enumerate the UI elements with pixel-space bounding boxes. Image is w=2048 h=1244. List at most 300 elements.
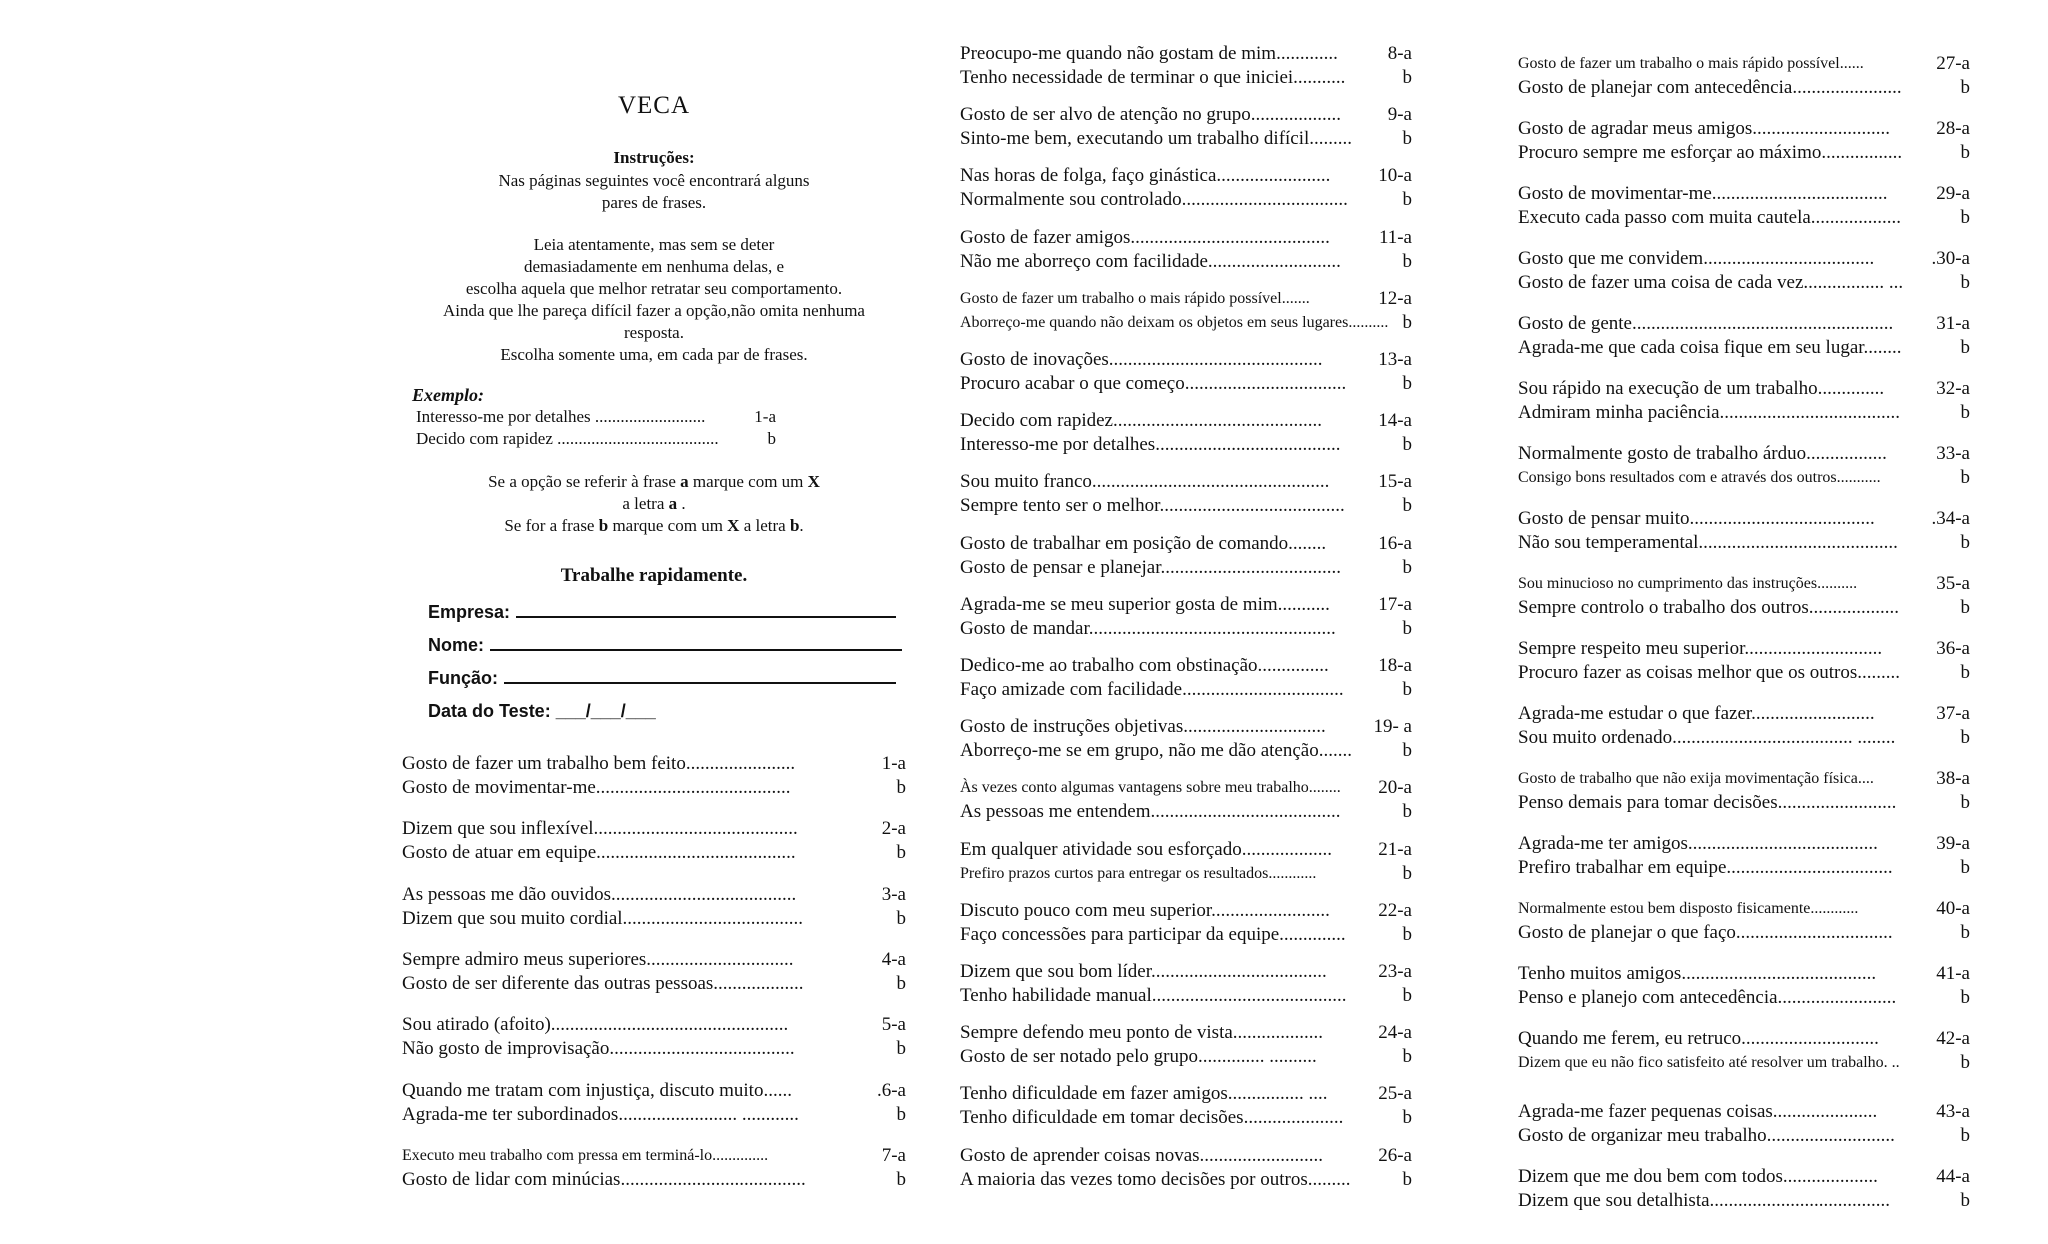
option-key[interactable]: 22-a (1378, 899, 1412, 921)
option-text: Dedico-me ao trabalho com obstinação............... (960, 655, 1329, 676)
option-b[interactable] (402, 907, 906, 931)
option-text: Admiram minha paciência...................................... (1518, 402, 1901, 423)
option-key[interactable]: b (896, 972, 906, 994)
option-key[interactable]: 38-a (1936, 768, 1970, 789)
option-a[interactable] (1518, 962, 1970, 986)
option-text: Sempre respeito meu superior............................. (1518, 638, 1883, 659)
mark-text: a letra (622, 494, 669, 513)
option-key[interactable]: b (1960, 337, 1970, 358)
option-b[interactable] (960, 984, 1412, 1008)
option-b[interactable] (960, 678, 1412, 702)
question-pair (1518, 1027, 1970, 1075)
option-b[interactable] (402, 1037, 906, 1061)
option-text: Sou muito ordenado...................................... ........ (1518, 727, 1896, 748)
option-text: Sempre controlo o trabalho dos outros................... (1518, 597, 1900, 618)
option-text: Gosto de aprender coisas novas.......................... (960, 1144, 1324, 1166)
option-key[interactable]: 25-a (1378, 1083, 1412, 1105)
option-text: Dizem que me dou bem com todos.................... (1518, 1166, 1878, 1187)
example-a-text: Interesso-me por detalhes .......................... (416, 407, 706, 426)
option-a[interactable] (960, 838, 1412, 862)
empresa-line[interactable] (516, 602, 896, 618)
option-key[interactable]: 23-a (1378, 961, 1412, 982)
option-b[interactable] (960, 311, 1412, 335)
question-pair (1518, 247, 1970, 295)
option-key[interactable]: 9-a (1387, 104, 1412, 126)
option-text: Dizem que sou bom líder..................................... (960, 961, 1327, 982)
option-text: Faço concessões para participar da equipe.............. (960, 923, 1346, 945)
option-a[interactable] (960, 470, 1412, 494)
option-b[interactable] (1518, 206, 1970, 230)
option-a[interactable] (1518, 377, 1970, 401)
option-key[interactable]: 35-a (1936, 573, 1970, 594)
option-b[interactable] (960, 923, 1412, 947)
option-key[interactable]: b (1402, 923, 1412, 945)
option-key[interactable]: b (1402, 128, 1412, 150)
option-b[interactable] (1518, 1189, 1970, 1213)
question-pair (1518, 312, 1970, 360)
empresa-field[interactable] (428, 602, 896, 623)
option-key[interactable]: 31-a (1936, 313, 1970, 334)
option-b[interactable] (1518, 661, 1970, 685)
option-text: Gosto de planejar o que faço................................. (1518, 922, 1893, 943)
question-pair (1518, 832, 1970, 880)
option-text: Gosto de fazer amigos.......................................... (960, 226, 1330, 248)
mark-letter: a (680, 472, 689, 491)
option-key[interactable]: b (1960, 1190, 1970, 1211)
option-a[interactable] (402, 752, 906, 776)
option-b[interactable] (960, 617, 1412, 641)
question-pair (402, 1013, 906, 1061)
option-a[interactable] (1518, 247, 1970, 271)
option-a[interactable] (960, 593, 1412, 617)
question-pair (1518, 572, 1970, 620)
option-a[interactable] (960, 899, 1412, 923)
option-a[interactable] (960, 960, 1412, 984)
option-key[interactable]: b (1402, 1046, 1412, 1068)
option-key[interactable]: 44-a (1936, 1166, 1970, 1187)
option-key[interactable]: 18-a (1378, 655, 1412, 676)
option-key[interactable]: b (1960, 1052, 1970, 1073)
question-pair (960, 960, 1412, 1008)
funcao-field[interactable] (428, 668, 896, 689)
option-key[interactable]: b (1960, 402, 1970, 423)
option-a[interactable] (1518, 52, 1970, 76)
option-key[interactable]: 40-a (1936, 898, 1970, 919)
option-a[interactable] (1518, 117, 1970, 141)
option-text: Gosto de ser alvo de atenção no grupo................... (960, 104, 1341, 126)
option-b[interactable] (960, 372, 1412, 396)
option-text: Agrada-me que cada coisa fique em seu lugar........ (1518, 337, 1902, 358)
option-b[interactable] (1518, 596, 1970, 620)
option-a[interactable] (960, 287, 1412, 311)
option-text: Gosto de ser notado pelo grupo.............. .......... (960, 1046, 1317, 1068)
option-text: Sempre tento ser o melhor....................................... (960, 495, 1345, 517)
option-text: Normalmente sou controlado................................... (960, 189, 1348, 211)
option-b[interactable] (402, 776, 906, 800)
option-a[interactable] (960, 1021, 1412, 1045)
option-a[interactable] (960, 226, 1412, 250)
option-b[interactable] (1518, 76, 1970, 100)
option-key[interactable]: b (1960, 77, 1970, 98)
option-key[interactable]: 8-a (1387, 43, 1412, 64)
option-b[interactable] (960, 1106, 1412, 1130)
option-a[interactable] (960, 1082, 1412, 1106)
option-key[interactable]: 4-a (881, 948, 906, 970)
instructions-line: escolha aquela que melhor retratar seu comportamento. (465, 279, 843, 298)
option-text: Não gosto de improvisação....................................... (402, 1038, 795, 1060)
mark-text: marque com um (688, 472, 808, 491)
option-key[interactable]: 42-a (1936, 1028, 1970, 1049)
option-text: Sempre defendo meu ponto de vista................... (960, 1022, 1324, 1044)
option-text: Penso e planejo com antecedência......................... (1518, 987, 1897, 1008)
option-a[interactable] (1518, 572, 1970, 596)
option-text: Agrada-me ter amigos........................................ (1518, 833, 1878, 854)
option-a[interactable] (402, 817, 906, 841)
option-a[interactable] (1518, 832, 1970, 856)
option-text: Discuto pouco com meu superior......................... (960, 899, 1330, 921)
question-pair (960, 348, 1412, 396)
option-b[interactable] (960, 433, 1412, 457)
question-pair (960, 838, 1412, 886)
question-pair (1518, 52, 1970, 100)
option-text: Gosto de movimentar-me......................................... (402, 777, 791, 798)
option-text: Procuro acabar o que começo.................................. (960, 373, 1347, 394)
question-pair (1518, 702, 1970, 750)
option-key[interactable]: b (896, 1168, 906, 1190)
option-b[interactable] (1518, 726, 1970, 750)
option-a[interactable] (402, 1079, 906, 1103)
option-b[interactable] (1518, 141, 1970, 165)
instructions-line: Nas páginas seguintes você encontrará alguns (498, 171, 810, 190)
option-key[interactable]: b (1402, 801, 1412, 823)
option-a[interactable] (960, 654, 1412, 678)
option-key[interactable]: 43-a (1936, 1101, 1970, 1122)
option-key[interactable]: b (1402, 434, 1412, 456)
option-key[interactable]: 14-a (1378, 410, 1412, 432)
option-a[interactable] (960, 409, 1412, 433)
option-key[interactable]: 5-a (881, 1014, 906, 1036)
option-b[interactable] (1518, 336, 1970, 360)
option-b[interactable] (960, 1045, 1412, 1069)
option-a[interactable] (1518, 1027, 1970, 1051)
question-pair (960, 1082, 1412, 1130)
option-key[interactable]: 24-a (1378, 1022, 1412, 1044)
option-a[interactable] (960, 776, 1412, 800)
test-title: VECA (617, 92, 691, 119)
option-key[interactable]: b (1402, 617, 1412, 639)
option-b[interactable] (960, 127, 1412, 151)
option-a[interactable] (402, 1144, 906, 1168)
option-text: Gosto de planejar com antecedência....................... (1518, 77, 1902, 98)
option-text: Faço amizade com facilidade.................................. (960, 679, 1344, 700)
option-key[interactable]: 37-a (1936, 703, 1970, 724)
option-b[interactable] (402, 972, 906, 996)
option-key[interactable]: b (1960, 207, 1970, 228)
question-pair (1518, 767, 1970, 815)
option-b[interactable] (960, 188, 1412, 212)
question-pair (960, 593, 1412, 641)
question-pair (402, 1144, 906, 1192)
option-key[interactable]: b (1960, 662, 1970, 683)
option-b[interactable] (402, 1168, 906, 1192)
option-key[interactable]: b (1402, 495, 1412, 517)
option-b[interactable] (1518, 791, 1970, 815)
instructions-line: demasiadamente em nenhuma delas, e (523, 257, 785, 276)
option-text: Executo meu trabalho com pressa em terminá-lo.............. (402, 1146, 769, 1164)
option-text: Tenho dificuldade em tomar decisões..................... (960, 1107, 1344, 1129)
option-key[interactable]: 13-a (1378, 349, 1412, 370)
option-text: Gosto de lidar com minúcias....................................... (402, 1168, 806, 1190)
option-key[interactable]: 17-a (1378, 593, 1412, 615)
option-a[interactable] (960, 348, 1412, 372)
option-b[interactable] (960, 250, 1412, 274)
option-text: Interesso-me por detalhes....................................... (960, 434, 1341, 456)
option-key[interactable]: .30-a (1931, 248, 1970, 269)
question-pair (960, 1144, 1412, 1192)
question-pair (960, 532, 1412, 580)
instructions-text-1 (402, 170, 906, 214)
option-key[interactable]: b (1960, 987, 1970, 1008)
option-a[interactable] (1518, 897, 1970, 921)
option-b[interactable] (1518, 1051, 1970, 1075)
option-text: Sinto-me bem, executando um trabalho difícil......... (960, 128, 1353, 150)
option-key[interactable]: b (1960, 857, 1970, 878)
option-a[interactable] (1518, 637, 1970, 661)
option-a[interactable] (960, 42, 1412, 66)
mark-x: X (727, 516, 740, 535)
option-text: Gosto de fazer um trabalho bem feito....................... (402, 753, 796, 774)
option-a[interactable] (960, 715, 1412, 739)
example-row-a (416, 407, 776, 429)
option-key[interactable]: 19- a (1373, 716, 1412, 738)
option-text: Nas horas de folga, faço ginástica........................ (960, 165, 1331, 187)
mark-line-1 (402, 471, 906, 493)
option-key[interactable]: 10-a (1378, 165, 1412, 187)
option-b[interactable] (1518, 466, 1970, 490)
option-key[interactable]: 2-a (881, 818, 906, 840)
option-b[interactable] (1518, 531, 1970, 555)
example-b-text: Decido com rapidez ...................................... (416, 429, 719, 448)
option-text: Gosto de pensar muito....................................... (1518, 508, 1875, 529)
funcao-label: Função: (428, 668, 498, 688)
mark-letter: b (598, 516, 609, 535)
instructions-line: resposta. (624, 323, 684, 342)
option-b[interactable] (1518, 271, 1970, 295)
question-pair (960, 287, 1412, 335)
option-key[interactable]: b (1402, 679, 1412, 700)
question-pair (1518, 897, 1970, 945)
option-a[interactable] (1518, 1165, 1970, 1189)
option-b[interactable] (960, 66, 1412, 90)
option-a[interactable] (402, 1013, 906, 1037)
option-key[interactable]: 33-a (1936, 443, 1970, 464)
instructions-heading: Instruções: (613, 148, 695, 167)
option-a[interactable] (1518, 702, 1970, 726)
option-a[interactable] (1518, 442, 1970, 466)
question-pair (402, 948, 906, 996)
option-b[interactable] (402, 1103, 906, 1127)
option-key[interactable]: 12-a (1378, 287, 1412, 309)
option-key[interactable]: b (896, 1038, 906, 1060)
option-b[interactable] (1518, 921, 1970, 945)
option-key[interactable]: b (1402, 67, 1412, 88)
option-text: Prefiro trabalhar em equipe................................... (1518, 857, 1893, 878)
option-b[interactable] (960, 800, 1412, 824)
option-text: Dizem que sou inflexível........................................... (402, 818, 798, 840)
option-b[interactable] (402, 841, 906, 865)
option-key[interactable]: 3-a (881, 883, 906, 905)
option-b[interactable] (960, 556, 1412, 580)
question-pair (960, 776, 1412, 824)
option-key[interactable]: b (1960, 467, 1970, 488)
question-pair (960, 715, 1412, 763)
funcao-line[interactable] (504, 668, 896, 684)
option-key[interactable]: b (1402, 373, 1412, 394)
option-b[interactable] (960, 862, 1412, 886)
option-key[interactable]: b (1402, 556, 1412, 578)
option-key[interactable]: b (1402, 189, 1412, 211)
option-key[interactable]: b (1402, 862, 1412, 884)
option-key[interactable]: 36-a (1936, 638, 1970, 659)
nome-field[interactable] (428, 635, 902, 656)
option-key[interactable]: b (896, 1103, 906, 1125)
option-key[interactable]: b (1960, 532, 1970, 553)
option-key[interactable]: 26-a (1378, 1144, 1412, 1166)
option-text: Normalmente gosto de trabalho árduo................. (1518, 443, 1887, 464)
question-pair (960, 470, 1412, 518)
option-key[interactable]: b (1402, 311, 1412, 333)
option-a[interactable] (960, 532, 1412, 556)
option-text: Gosto de trabalhar em posição de comando........ (960, 532, 1327, 554)
option-b[interactable] (1518, 401, 1970, 425)
question-pair (402, 817, 906, 865)
option-key[interactable]: 32-a (1936, 378, 1970, 399)
option-text: Aborreço-me quando não deixam os objetos em seus lugares.......... (960, 313, 1389, 331)
question-pair (1518, 1165, 1970, 1213)
option-key[interactable]: b (1960, 142, 1970, 163)
option-text: Gosto de ser diferente das outras pessoas................... (402, 972, 804, 994)
option-text: Gosto de organizar meu trabalho........................... (1518, 1125, 1895, 1146)
option-b[interactable] (960, 739, 1412, 763)
example-row-b (416, 429, 776, 451)
option-text: Normalmente estou bem disposto fisicamente............ (1518, 900, 1859, 917)
option-key[interactable]: b (1402, 1107, 1412, 1129)
option-key[interactable]: .6-a (876, 1079, 906, 1101)
option-key[interactable]: b (1402, 250, 1412, 272)
option-key[interactable]: b (1402, 985, 1412, 1006)
option-key[interactable]: b (1960, 272, 1970, 293)
option-key[interactable]: 15-a (1378, 471, 1412, 493)
instructions-line: Leia atentamente, mas sem se deter (533, 235, 775, 254)
data-field[interactable] (428, 701, 656, 722)
option-key[interactable]: b (1402, 1168, 1412, 1190)
option-text: Não me aborreço com facilidade............................ (960, 250, 1341, 272)
option-b[interactable] (1518, 986, 1970, 1010)
option-text: A maioria das vezes tomo decisões por outros......... (960, 1168, 1351, 1190)
option-key[interactable]: b (1402, 740, 1412, 762)
option-a[interactable] (1518, 1100, 1970, 1124)
option-text: Em qualquer atividade sou esforçado................... (960, 838, 1332, 860)
mark-text: Se a opção se referir à frase (488, 472, 681, 491)
option-a[interactable] (1518, 767, 1970, 791)
option-text: Agrada-me fazer pequenas coisas...................... (1518, 1101, 1878, 1122)
option-text: Prefiro prazos curtos para entregar os resultados............ (960, 864, 1317, 882)
nome-line[interactable] (490, 635, 902, 651)
option-key[interactable]: b (1960, 597, 1970, 618)
option-text: Gosto que me convidem.................................... (1518, 248, 1875, 269)
option-text: Tenho dificuldade em fazer amigos................ .... (960, 1083, 1328, 1105)
option-text: Gosto de gente....................................................... (1518, 313, 1894, 334)
question-pair (402, 1079, 906, 1127)
option-a[interactable] (1518, 182, 1970, 206)
option-key[interactable]: 20-a (1378, 777, 1412, 799)
option-key[interactable]: b (1960, 792, 1970, 813)
option-text: Sou rápido na execução de um trabalho.............. (1518, 378, 1885, 399)
option-key[interactable]: b (896, 842, 906, 864)
question-pair (960, 42, 1412, 90)
mark-text: a letra (739, 516, 790, 535)
option-text: Decido com rapidez............................................ (960, 410, 1322, 432)
option-key[interactable]: 39-a (1936, 833, 1970, 854)
option-key[interactable]: b (896, 907, 906, 929)
option-key[interactable]: 29-a (1936, 183, 1970, 204)
option-text: Sou minucioso no cumprimento das instruções.......... (1518, 575, 1858, 592)
option-text: Gosto de movimentar-me..................................... (1518, 183, 1888, 204)
question-pair (960, 899, 1412, 947)
question-pair (1518, 507, 1970, 555)
option-key[interactable]: .34-a (1931, 508, 1970, 529)
option-key[interactable]: 1-a (881, 753, 906, 774)
question-pair (1518, 1100, 1970, 1148)
question-pair (1518, 117, 1970, 165)
option-key[interactable]: 11-a (1378, 226, 1412, 248)
option-key[interactable]: 21-a (1378, 838, 1412, 860)
option-text: Sempre admiro meus superiores............................... (402, 948, 794, 970)
option-text: Gosto de mandar.................................................... (960, 617, 1336, 639)
option-key[interactable]: b (1960, 727, 1970, 748)
option-key[interactable]: 41-a (1936, 963, 1970, 984)
option-a[interactable] (960, 103, 1412, 127)
option-key[interactable]: 16-a (1378, 532, 1412, 554)
option-text: Tenho necessidade de terminar o que iniciei........... (960, 67, 1346, 88)
option-key[interactable]: 27-a (1936, 53, 1970, 74)
option-text: Gosto de atuar em equipe.......................................... (402, 842, 796, 864)
option-text: Quando me tratam com injustiça, discuto muito...... (402, 1079, 792, 1101)
option-a[interactable] (402, 948, 906, 972)
option-text: Consigo bons resultados com e através dos outros........... (1518, 469, 1881, 486)
option-a[interactable] (1518, 312, 1970, 336)
option-b[interactable] (960, 494, 1412, 518)
option-text: Agrada-me estudar o que fazer.......................... (1518, 703, 1875, 724)
option-key[interactable]: 28-a (1936, 118, 1970, 139)
option-b[interactable] (1518, 1124, 1970, 1148)
option-a[interactable] (402, 883, 906, 907)
example-title: Exemplo: (412, 385, 484, 405)
option-a[interactable] (960, 1144, 1412, 1168)
option-b[interactable] (1518, 856, 1970, 880)
option-key[interactable]: b (896, 777, 906, 798)
option-key[interactable]: b (1960, 1125, 1970, 1146)
question-pair (960, 654, 1412, 702)
option-a[interactable] (960, 164, 1412, 188)
option-key[interactable]: b (1960, 922, 1970, 943)
option-key[interactable]: 7-a (881, 1144, 906, 1166)
option-a[interactable] (1518, 507, 1970, 531)
option-text: Gosto de inovações............................................. (960, 349, 1323, 370)
option-b[interactable] (960, 1168, 1412, 1192)
option-text: Gosto de pensar e planejar...................................... (960, 556, 1341, 578)
option-text: Preocupo-me quando não gostam de mim............. (960, 43, 1338, 64)
